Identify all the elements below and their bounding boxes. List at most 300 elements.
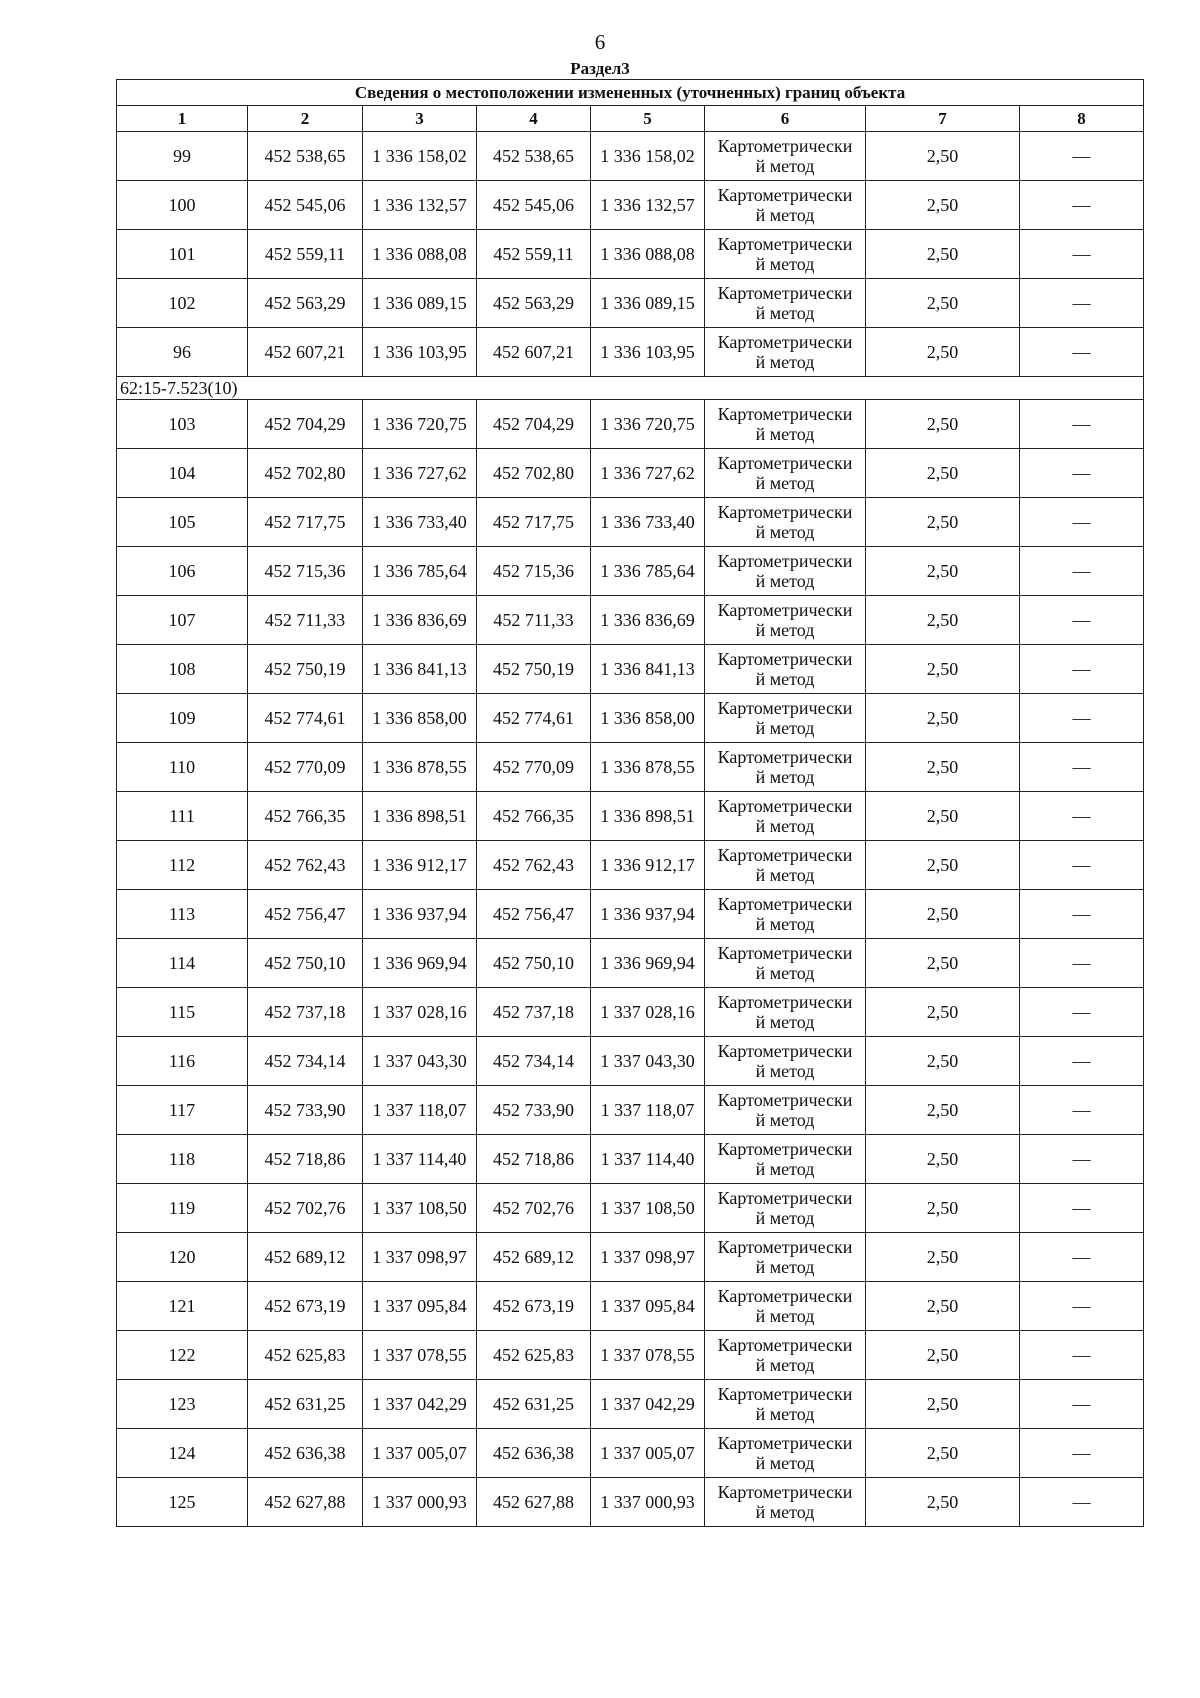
new-y-cell: 1 336 878,55 bbox=[591, 743, 705, 792]
new-x-cell: 452 750,10 bbox=[477, 939, 591, 988]
point-number-cell: 124 bbox=[117, 1429, 248, 1478]
method-cell bbox=[705, 743, 866, 792]
method-cell bbox=[705, 498, 866, 547]
method-text-line2: й метод bbox=[755, 522, 815, 542]
new-y-cell: 1 337 043,30 bbox=[591, 1037, 705, 1086]
existing-y-cell: 1 336 937,94 bbox=[363, 890, 477, 939]
table-row bbox=[117, 596, 1144, 645]
description-cell: — bbox=[1020, 1135, 1144, 1184]
point-number-cell: 119 bbox=[117, 1184, 248, 1233]
existing-x-cell: 452 734,14 bbox=[248, 1037, 363, 1086]
table-row bbox=[117, 743, 1144, 792]
method-cell bbox=[705, 1135, 866, 1184]
existing-x-cell: 452 631,25 bbox=[248, 1380, 363, 1429]
point-number-cell: 117 bbox=[117, 1086, 248, 1135]
method-cell bbox=[705, 596, 866, 645]
new-x-cell: 452 750,19 bbox=[477, 645, 591, 694]
new-y-cell: 1 337 078,55 bbox=[591, 1331, 705, 1380]
existing-x-cell: 452 545,06 bbox=[248, 181, 363, 230]
description-cell: — bbox=[1020, 841, 1144, 890]
existing-x-cell: 452 718,86 bbox=[248, 1135, 363, 1184]
existing-x-cell: 452 636,38 bbox=[248, 1429, 363, 1478]
method-cell bbox=[705, 1380, 866, 1429]
method-cell bbox=[705, 694, 866, 743]
existing-x-cell: 452 750,19 bbox=[248, 645, 363, 694]
description-cell: — bbox=[1020, 645, 1144, 694]
point-number-cell: 112 bbox=[117, 841, 248, 890]
new-y-cell: 1 336 089,15 bbox=[591, 279, 705, 328]
table-row bbox=[117, 279, 1144, 328]
point-number-cell: 114 bbox=[117, 939, 248, 988]
point-number-cell: 105 bbox=[117, 498, 248, 547]
method-text-line1: Картометрически bbox=[717, 551, 853, 571]
existing-x-cell: 452 625,83 bbox=[248, 1331, 363, 1380]
description-cell: — bbox=[1020, 890, 1144, 939]
table-row bbox=[117, 890, 1144, 939]
column-header-6: 6 bbox=[705, 106, 866, 132]
new-x-cell: 452 625,83 bbox=[477, 1331, 591, 1380]
existing-y-cell: 1 337 095,84 bbox=[363, 1282, 477, 1331]
method-cell bbox=[705, 449, 866, 498]
table-row bbox=[117, 1233, 1144, 1282]
existing-y-cell: 1 337 078,55 bbox=[363, 1331, 477, 1380]
point-number-cell: 122 bbox=[117, 1331, 248, 1380]
existing-y-cell: 1 336 158,02 bbox=[363, 132, 477, 181]
new-y-cell: 1 337 005,07 bbox=[591, 1429, 705, 1478]
method-text-line1: Картометрически bbox=[717, 1433, 853, 1453]
existing-y-cell: 1 336 132,57 bbox=[363, 181, 477, 230]
method-text-line1: Картометрически bbox=[717, 943, 853, 963]
precision-cell: 2,50 bbox=[866, 1282, 1020, 1331]
existing-y-cell: 1 336 103,95 bbox=[363, 328, 477, 377]
new-y-cell: 1 337 095,84 bbox=[591, 1282, 705, 1331]
method-text-line1: Картометрически bbox=[717, 453, 853, 473]
existing-y-cell: 1 337 042,29 bbox=[363, 1380, 477, 1429]
coordinates-table bbox=[116, 79, 1144, 1527]
new-x-cell: 452 538,65 bbox=[477, 132, 591, 181]
existing-y-cell: 1 337 028,16 bbox=[363, 988, 477, 1037]
description-cell: — bbox=[1020, 694, 1144, 743]
precision-cell: 2,50 bbox=[866, 645, 1020, 694]
table-row bbox=[117, 230, 1144, 279]
method-text-line1: Картометрически bbox=[717, 1188, 853, 1208]
method-text-line1: Картометрически bbox=[717, 1090, 853, 1110]
method-cell bbox=[705, 988, 866, 1037]
existing-y-cell: 1 336 858,00 bbox=[363, 694, 477, 743]
method-text-line1: Картометрически bbox=[717, 332, 853, 352]
description-cell: — bbox=[1020, 1429, 1144, 1478]
description-cell: — bbox=[1020, 792, 1144, 841]
existing-x-cell: 452 673,19 bbox=[248, 1282, 363, 1331]
method-cell bbox=[705, 132, 866, 181]
method-text-line1: Картометрически bbox=[717, 894, 853, 914]
method-cell bbox=[705, 328, 866, 377]
description-cell: — bbox=[1020, 230, 1144, 279]
precision-cell: 2,50 bbox=[866, 181, 1020, 230]
description-cell: — bbox=[1020, 1086, 1144, 1135]
new-y-cell: 1 336 727,62 bbox=[591, 449, 705, 498]
new-y-cell: 1 336 132,57 bbox=[591, 181, 705, 230]
precision-cell: 2,50 bbox=[866, 792, 1020, 841]
new-y-cell: 1 336 785,64 bbox=[591, 547, 705, 596]
new-x-cell: 452 733,90 bbox=[477, 1086, 591, 1135]
description-cell: — bbox=[1020, 1380, 1144, 1429]
new-x-cell: 452 737,18 bbox=[477, 988, 591, 1037]
precision-cell: 2,50 bbox=[866, 498, 1020, 547]
precision-cell: 2,50 bbox=[866, 1380, 1020, 1429]
table-row bbox=[117, 1380, 1144, 1429]
section-title: Раздел3 bbox=[570, 59, 630, 78]
method-cell bbox=[705, 1184, 866, 1233]
precision-cell: 2,50 bbox=[866, 328, 1020, 377]
new-y-cell: 1 337 042,29 bbox=[591, 1380, 705, 1429]
existing-y-cell: 1 336 969,94 bbox=[363, 939, 477, 988]
table-row bbox=[117, 645, 1144, 694]
new-x-cell: 452 770,09 bbox=[477, 743, 591, 792]
table-row bbox=[117, 694, 1144, 743]
new-x-cell: 452 702,80 bbox=[477, 449, 591, 498]
existing-y-cell: 1 336 836,69 bbox=[363, 596, 477, 645]
new-x-cell: 452 766,35 bbox=[477, 792, 591, 841]
method-text-line2: й метод bbox=[755, 767, 815, 787]
table-row bbox=[117, 328, 1144, 377]
page-number: 6 bbox=[594, 30, 606, 54]
table-header-row bbox=[117, 106, 1144, 132]
new-y-cell: 1 336 088,08 bbox=[591, 230, 705, 279]
method-text-line2: й метод bbox=[755, 1502, 815, 1522]
method-text-line2: й метод bbox=[755, 1061, 815, 1081]
description-cell: — bbox=[1020, 181, 1144, 230]
table-body bbox=[117, 132, 1144, 1527]
precision-cell: 2,50 bbox=[866, 743, 1020, 792]
method-text-line1: Картометрически bbox=[717, 1482, 853, 1502]
table-row bbox=[117, 988, 1144, 1037]
precision-cell: 2,50 bbox=[866, 279, 1020, 328]
method-text-line2: й метод bbox=[755, 1257, 815, 1277]
method-text-line2: й метод bbox=[755, 571, 815, 591]
method-cell bbox=[705, 792, 866, 841]
point-number-cell: 107 bbox=[117, 596, 248, 645]
point-number-cell: 104 bbox=[117, 449, 248, 498]
new-y-cell: 1 336 969,94 bbox=[591, 939, 705, 988]
existing-x-cell: 452 702,76 bbox=[248, 1184, 363, 1233]
point-number-cell: 109 bbox=[117, 694, 248, 743]
existing-y-cell: 1 336 720,75 bbox=[363, 400, 477, 449]
precision-cell: 2,50 bbox=[866, 230, 1020, 279]
table-row bbox=[117, 1135, 1144, 1184]
method-cell bbox=[705, 1331, 866, 1380]
method-text-line2: й метод bbox=[755, 865, 815, 885]
point-number-cell: 102 bbox=[117, 279, 248, 328]
precision-cell: 2,50 bbox=[866, 694, 1020, 743]
method-text-line2: й метод bbox=[755, 254, 815, 274]
precision-cell: 2,50 bbox=[866, 1478, 1020, 1527]
new-x-cell: 452 774,61 bbox=[477, 694, 591, 743]
table-row bbox=[117, 1331, 1144, 1380]
new-y-cell: 1 336 858,00 bbox=[591, 694, 705, 743]
new-x-cell: 452 545,06 bbox=[477, 181, 591, 230]
table-row bbox=[117, 400, 1144, 449]
description-cell: — bbox=[1020, 939, 1144, 988]
method-text-line2: й метод bbox=[755, 205, 815, 225]
method-text-line2: й метод bbox=[755, 1306, 815, 1326]
method-text-line1: Картометрически bbox=[717, 502, 853, 522]
method-text-line2: й метод bbox=[755, 1012, 815, 1032]
existing-x-cell: 452 733,90 bbox=[248, 1086, 363, 1135]
description-cell: — bbox=[1020, 596, 1144, 645]
method-text-line2: й метод bbox=[755, 816, 815, 836]
method-text-line2: й метод bbox=[755, 473, 815, 493]
method-text-line1: Картометрически bbox=[717, 796, 853, 816]
method-text-line1: Картометрически bbox=[717, 185, 853, 205]
method-text-line2: й метод bbox=[755, 352, 815, 372]
method-text-line2: й метод bbox=[755, 156, 815, 176]
method-text-line2: й метод bbox=[755, 1453, 815, 1473]
description-cell: — bbox=[1020, 743, 1144, 792]
new-x-cell: 452 718,86 bbox=[477, 1135, 591, 1184]
new-y-cell: 1 336 912,17 bbox=[591, 841, 705, 890]
existing-x-cell: 452 715,36 bbox=[248, 547, 363, 596]
method-cell bbox=[705, 939, 866, 988]
method-cell bbox=[705, 230, 866, 279]
table-caption-row bbox=[117, 80, 1144, 106]
point-number-cell: 125 bbox=[117, 1478, 248, 1527]
existing-x-cell: 452 607,21 bbox=[248, 328, 363, 377]
existing-x-cell: 452 627,88 bbox=[248, 1478, 363, 1527]
table-row bbox=[117, 1429, 1144, 1478]
table-row bbox=[117, 1282, 1144, 1331]
method-text-line1: Картометрически bbox=[717, 1286, 853, 1306]
new-x-cell: 452 689,12 bbox=[477, 1233, 591, 1282]
method-cell bbox=[705, 279, 866, 328]
existing-x-cell: 452 702,80 bbox=[248, 449, 363, 498]
new-x-cell: 452 559,11 bbox=[477, 230, 591, 279]
existing-x-cell: 452 711,33 bbox=[248, 596, 363, 645]
method-text-line2: й метод bbox=[755, 1159, 815, 1179]
column-header-1: 1 bbox=[117, 106, 248, 132]
method-cell bbox=[705, 645, 866, 694]
point-number-cell: 99 bbox=[117, 132, 248, 181]
method-cell bbox=[705, 1282, 866, 1331]
table-row bbox=[117, 1086, 1144, 1135]
existing-y-cell: 1 337 098,97 bbox=[363, 1233, 477, 1282]
description-cell: — bbox=[1020, 400, 1144, 449]
table-caption: Сведения о местоположении измененных (уточненных) границ объекта bbox=[117, 80, 1144, 106]
table-row bbox=[117, 181, 1144, 230]
existing-x-cell: 452 774,61 bbox=[248, 694, 363, 743]
table-row bbox=[117, 1037, 1144, 1086]
point-number-cell: 123 bbox=[117, 1380, 248, 1429]
point-number-cell: 108 bbox=[117, 645, 248, 694]
method-cell bbox=[705, 400, 866, 449]
method-text-line2: й метод bbox=[755, 620, 815, 640]
table-row bbox=[117, 547, 1144, 596]
existing-x-cell: 452 559,11 bbox=[248, 230, 363, 279]
description-cell: — bbox=[1020, 328, 1144, 377]
method-cell bbox=[705, 1429, 866, 1478]
description-cell: — bbox=[1020, 498, 1144, 547]
method-text-line2: й метод bbox=[755, 1404, 815, 1424]
existing-y-cell: 1 336 878,55 bbox=[363, 743, 477, 792]
column-header-4: 4 bbox=[477, 106, 591, 132]
description-cell: — bbox=[1020, 988, 1144, 1037]
method-text-line1: Картометрически bbox=[717, 747, 853, 767]
method-cell bbox=[705, 890, 866, 939]
existing-x-cell: 452 762,43 bbox=[248, 841, 363, 890]
existing-x-cell: 452 704,29 bbox=[248, 400, 363, 449]
method-cell bbox=[705, 841, 866, 890]
precision-cell: 2,50 bbox=[866, 1184, 1020, 1233]
method-text-line2: й метод bbox=[755, 303, 815, 323]
precision-cell: 2,50 bbox=[866, 1086, 1020, 1135]
description-cell: — bbox=[1020, 1037, 1144, 1086]
existing-y-cell: 1 336 912,17 bbox=[363, 841, 477, 890]
table-row bbox=[117, 841, 1144, 890]
point-number-cell: 111 bbox=[117, 792, 248, 841]
existing-y-cell: 1 336 088,08 bbox=[363, 230, 477, 279]
new-y-cell: 1 337 000,93 bbox=[591, 1478, 705, 1527]
method-text-line2: й метод bbox=[755, 1208, 815, 1228]
method-text-line2: й метод bbox=[755, 424, 815, 444]
description-cell: — bbox=[1020, 1233, 1144, 1282]
point-number-cell: 96 bbox=[117, 328, 248, 377]
point-number-cell: 120 bbox=[117, 1233, 248, 1282]
method-cell bbox=[705, 547, 866, 596]
description-cell: — bbox=[1020, 547, 1144, 596]
new-x-cell: 452 636,38 bbox=[477, 1429, 591, 1478]
method-text-line1: Картометрически bbox=[717, 600, 853, 620]
precision-cell: 2,50 bbox=[866, 939, 1020, 988]
method-cell bbox=[705, 181, 866, 230]
precision-cell: 2,50 bbox=[866, 1429, 1020, 1478]
existing-x-cell: 452 563,29 bbox=[248, 279, 363, 328]
method-text-line2: й метод bbox=[755, 1355, 815, 1375]
existing-y-cell: 1 336 898,51 bbox=[363, 792, 477, 841]
method-text-line1: Картометрически bbox=[717, 1384, 853, 1404]
new-y-cell: 1 337 098,97 bbox=[591, 1233, 705, 1282]
column-header-7: 7 bbox=[866, 106, 1020, 132]
precision-cell: 2,50 bbox=[866, 841, 1020, 890]
method-cell bbox=[705, 1037, 866, 1086]
table-row bbox=[117, 792, 1144, 841]
existing-y-cell: 1 337 043,30 bbox=[363, 1037, 477, 1086]
point-number-cell: 100 bbox=[117, 181, 248, 230]
new-x-cell: 452 631,25 bbox=[477, 1380, 591, 1429]
point-number-cell: 121 bbox=[117, 1282, 248, 1331]
existing-x-cell: 452 766,35 bbox=[248, 792, 363, 841]
point-number-cell: 106 bbox=[117, 547, 248, 596]
new-x-cell: 452 563,29 bbox=[477, 279, 591, 328]
new-y-cell: 1 336 103,95 bbox=[591, 328, 705, 377]
method-text-line1: Картометрически bbox=[717, 1139, 853, 1159]
method-text-line1: Картометрически bbox=[717, 698, 853, 718]
point-number-cell: 118 bbox=[117, 1135, 248, 1184]
method-text-line1: Картометрически bbox=[717, 234, 853, 254]
new-y-cell: 1 337 028,16 bbox=[591, 988, 705, 1037]
table-row bbox=[117, 1478, 1144, 1527]
new-x-cell: 452 627,88 bbox=[477, 1478, 591, 1527]
new-y-cell: 1 336 836,69 bbox=[591, 596, 705, 645]
method-text-line1: Картометрически bbox=[717, 283, 853, 303]
point-number-cell: 116 bbox=[117, 1037, 248, 1086]
new-x-cell: 452 715,36 bbox=[477, 547, 591, 596]
method-text-line1: Картометрически bbox=[717, 1335, 853, 1355]
new-y-cell: 1 337 118,07 bbox=[591, 1086, 705, 1135]
new-y-cell: 1 336 841,13 bbox=[591, 645, 705, 694]
column-header-8: 8 bbox=[1020, 106, 1144, 132]
table-row bbox=[117, 1184, 1144, 1233]
precision-cell: 2,50 bbox=[866, 400, 1020, 449]
method-text-line2: й метод bbox=[755, 1110, 815, 1130]
existing-y-cell: 1 336 841,13 bbox=[363, 645, 477, 694]
method-text-line1: Картометрически bbox=[717, 649, 853, 669]
point-number-cell: 103 bbox=[117, 400, 248, 449]
existing-y-cell: 1 336 733,40 bbox=[363, 498, 477, 547]
table-row bbox=[117, 449, 1144, 498]
precision-cell: 2,50 bbox=[866, 1331, 1020, 1380]
existing-y-cell: 1 337 118,07 bbox=[363, 1086, 477, 1135]
method-text-line2: й метод bbox=[755, 718, 815, 738]
method-text-line1: Картометрически bbox=[717, 845, 853, 865]
precision-cell: 2,50 bbox=[866, 1037, 1020, 1086]
existing-y-cell: 1 337 114,40 bbox=[363, 1135, 477, 1184]
new-x-cell: 452 711,33 bbox=[477, 596, 591, 645]
description-cell: — bbox=[1020, 1282, 1144, 1331]
new-y-cell: 1 336 937,94 bbox=[591, 890, 705, 939]
existing-y-cell: 1 336 727,62 bbox=[363, 449, 477, 498]
method-text-line1: Картометрически bbox=[717, 992, 853, 1012]
precision-cell: 2,50 bbox=[866, 1135, 1020, 1184]
existing-y-cell: 1 337 000,93 bbox=[363, 1478, 477, 1527]
existing-y-cell: 1 337 005,07 bbox=[363, 1429, 477, 1478]
cadastral-number-label: 62:15-7.523(10) bbox=[117, 377, 1144, 400]
description-cell: — bbox=[1020, 132, 1144, 181]
new-x-cell: 452 756,47 bbox=[477, 890, 591, 939]
new-x-cell: 452 717,75 bbox=[477, 498, 591, 547]
point-number-cell: 110 bbox=[117, 743, 248, 792]
method-text-line1: Картометрически bbox=[717, 1041, 853, 1061]
method-cell bbox=[705, 1233, 866, 1282]
new-x-cell: 452 673,19 bbox=[477, 1282, 591, 1331]
existing-y-cell: 1 336 089,15 bbox=[363, 279, 477, 328]
point-number-cell: 113 bbox=[117, 890, 248, 939]
new-y-cell: 1 337 108,50 bbox=[591, 1184, 705, 1233]
new-y-cell: 1 336 898,51 bbox=[591, 792, 705, 841]
new-y-cell: 1 336 158,02 bbox=[591, 132, 705, 181]
new-y-cell: 1 336 733,40 bbox=[591, 498, 705, 547]
method-text-line2: й метод bbox=[755, 914, 815, 934]
method-cell bbox=[705, 1478, 866, 1527]
column-header-2: 2 bbox=[248, 106, 363, 132]
description-cell: — bbox=[1020, 279, 1144, 328]
existing-y-cell: 1 337 108,50 bbox=[363, 1184, 477, 1233]
table-row bbox=[117, 498, 1144, 547]
description-cell: — bbox=[1020, 1331, 1144, 1380]
description-cell: — bbox=[1020, 1478, 1144, 1527]
column-header-3: 3 bbox=[363, 106, 477, 132]
new-y-cell: 1 337 114,40 bbox=[591, 1135, 705, 1184]
precision-cell: 2,50 bbox=[866, 449, 1020, 498]
precision-cell: 2,50 bbox=[866, 1233, 1020, 1282]
new-x-cell: 452 734,14 bbox=[477, 1037, 591, 1086]
existing-x-cell: 452 538,65 bbox=[248, 132, 363, 181]
precision-cell: 2,50 bbox=[866, 596, 1020, 645]
new-y-cell: 1 336 720,75 bbox=[591, 400, 705, 449]
table-row bbox=[117, 132, 1144, 181]
description-cell: — bbox=[1020, 1184, 1144, 1233]
new-x-cell: 452 702,76 bbox=[477, 1184, 591, 1233]
method-text-line1: Картометрически bbox=[717, 136, 853, 156]
